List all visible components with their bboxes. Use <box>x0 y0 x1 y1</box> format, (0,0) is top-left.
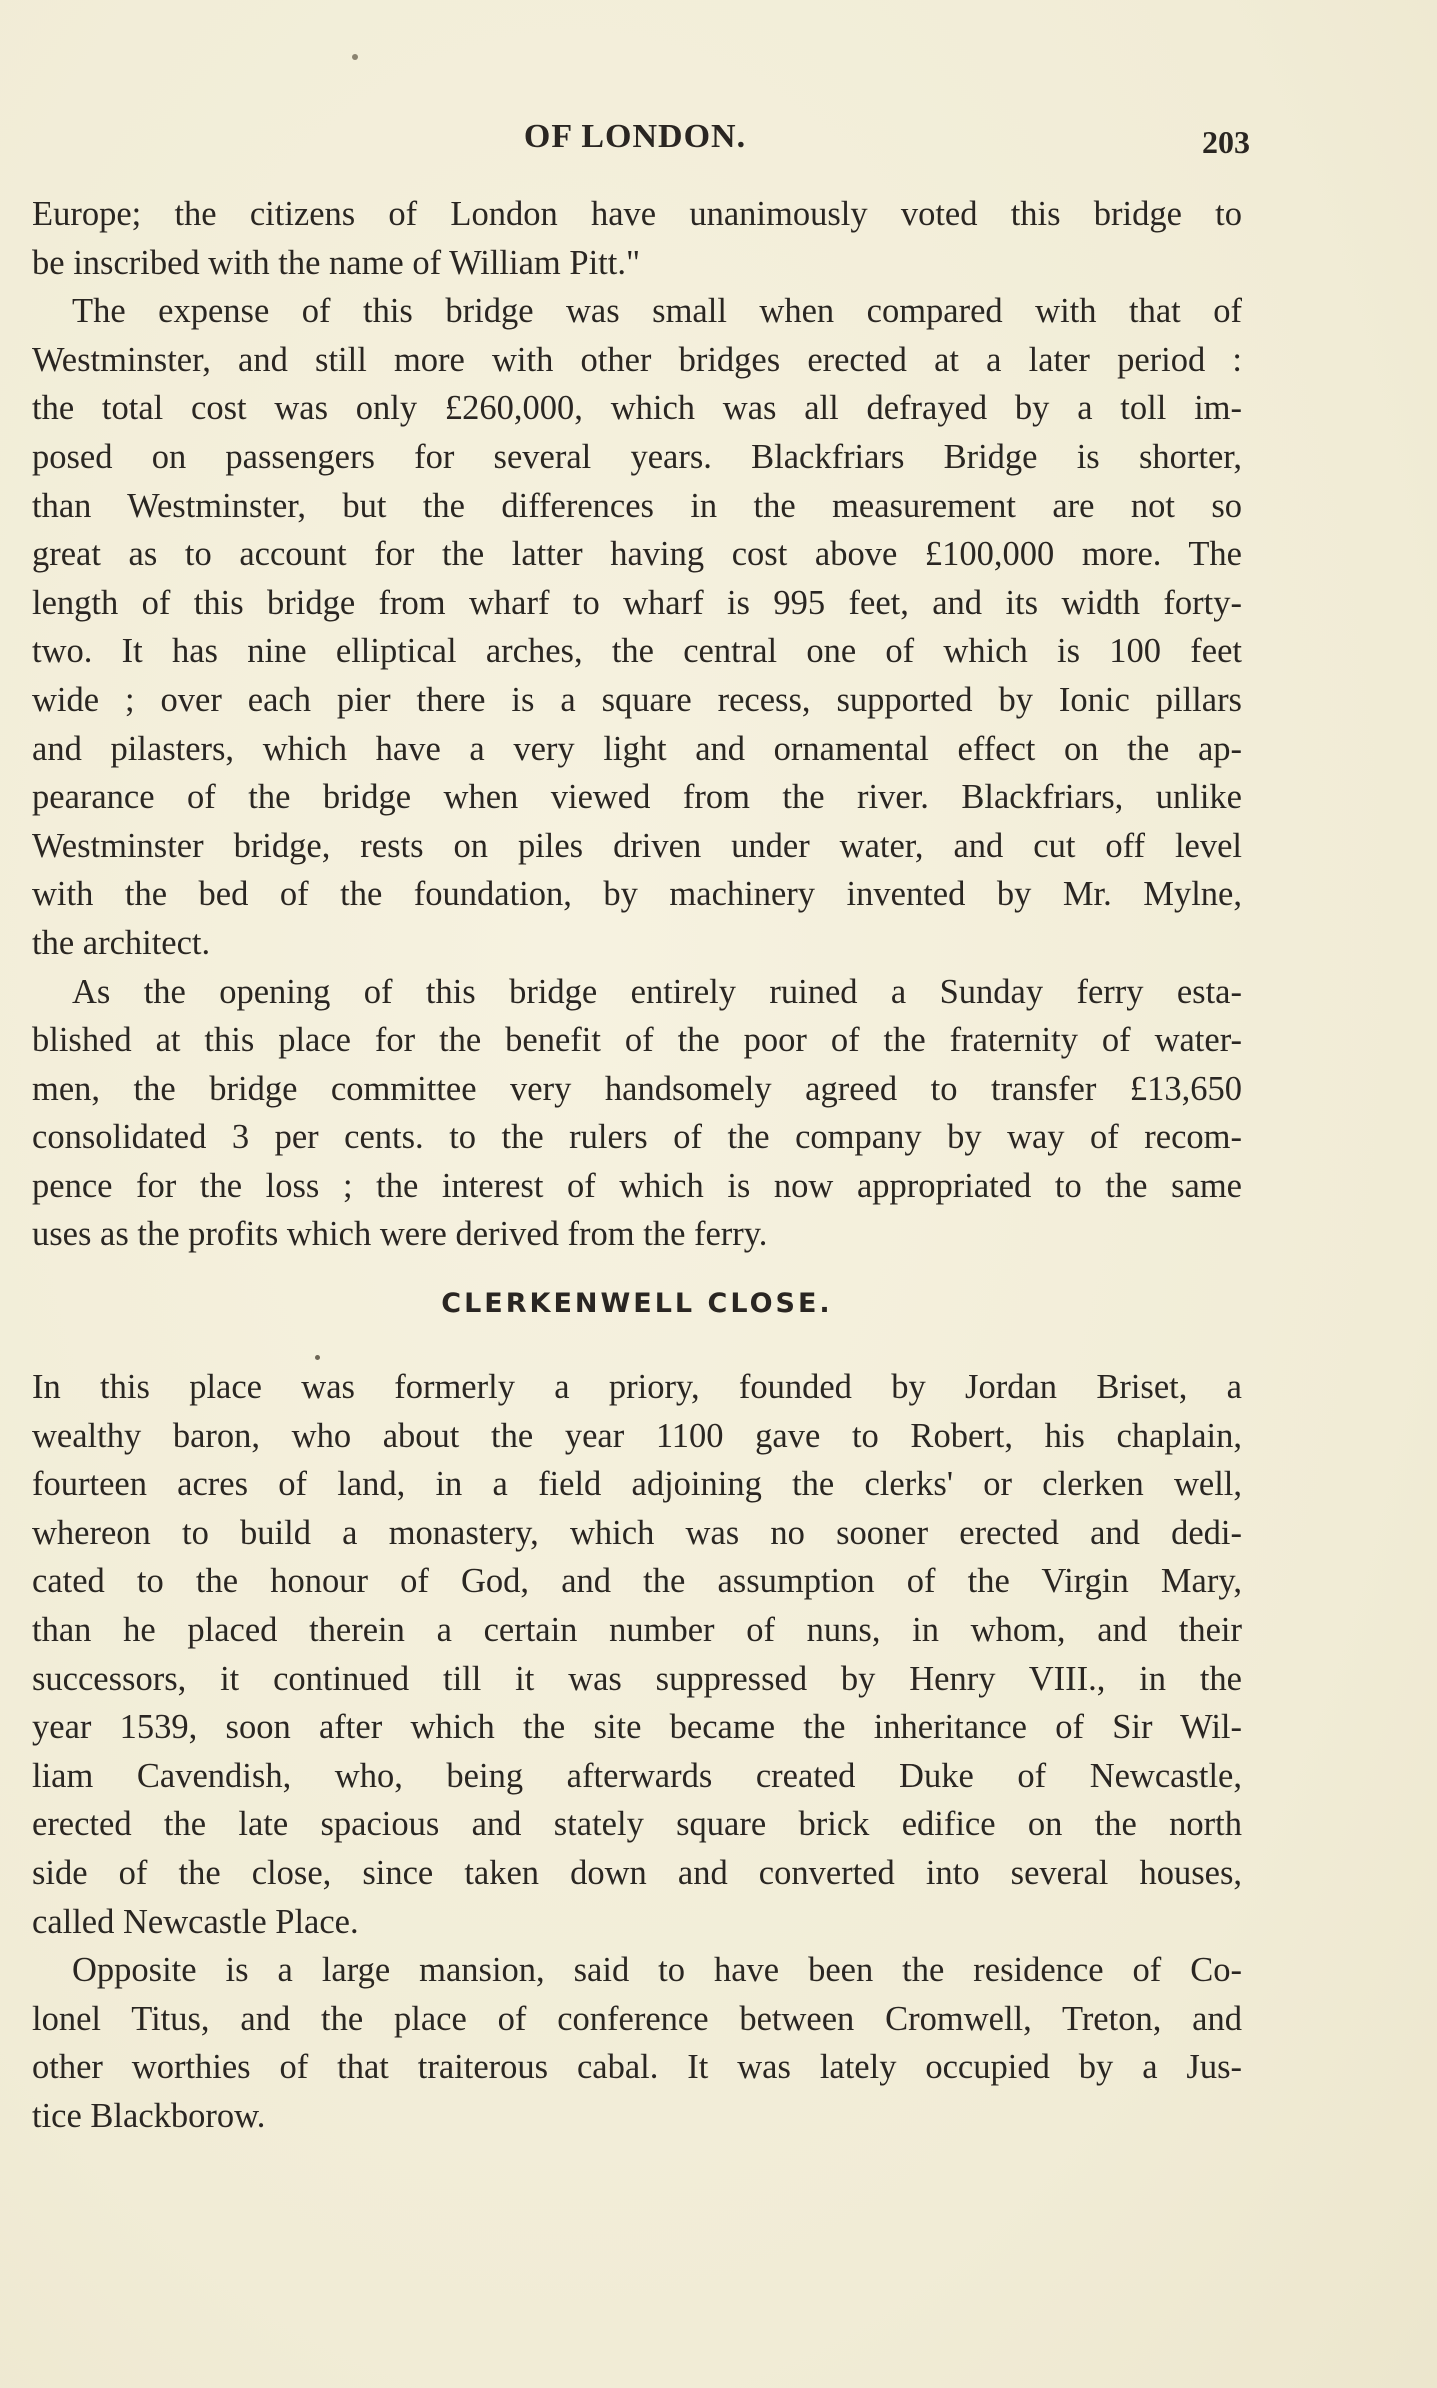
ink-speck <box>315 1355 320 1360</box>
text-line: the total cost was only £260,000, which was all defrayed by a toll im- <box>32 389 1242 428</box>
text-line: great as to account for the latter having cost above £100,000 more. The <box>32 535 1242 574</box>
text-line: than he placed therein a certain number of nuns, in whom, and their <box>32 1611 1242 1650</box>
text-line: erected the late spacious and stately square brick edifice on the north <box>32 1805 1242 1844</box>
text-line: uses as the profits which were derived from the ferry. <box>32 1215 768 1254</box>
section-heading: CLERKENWELL CLOSE. <box>441 1288 833 1320</box>
text-line: blished at this place for the benefit of the poor of the fraternity of water- <box>32 1021 1242 1060</box>
text-line: Europe; the citizens of London have unanimously voted this bridge to <box>32 195 1242 233</box>
text-line: Westminster bridge, rests on piles driven under water, and cut off level <box>32 826 1242 865</box>
text-line: pence for the loss ; the interest of which is now appropriated to the same <box>32 1166 1242 1205</box>
ink-speck <box>352 54 358 60</box>
text-line: pearance of the bridge when viewed from the river. Blackfriars, unlike <box>32 778 1242 817</box>
paragraph <box>32 190 1242 287</box>
text-line: than Westminster, but the differences in the measurement are not so <box>32 486 1242 525</box>
text-line: length of this bridge from wharf to wharf is 995 feet, and its width forty- <box>32 583 1242 622</box>
text-line: The expense of this bridge was small when compared with that of <box>72 292 1242 331</box>
text-line: be inscribed with the name of William Pitt." <box>32 243 641 282</box>
body-text <box>32 190 1242 2141</box>
text-line: and pilasters, which have a very light and ornamental effect on the ap- <box>32 729 1242 768</box>
text-line: two. It has nine elliptical arches, the central one of which is 100 feet <box>32 632 1242 671</box>
text-line: men, the bridge committee very handsomely agreed to transfer £13,650 <box>32 1069 1242 1108</box>
text-line: wide ; over each pier there is a square recess, supported by Ionic pillars <box>32 680 1242 719</box>
text-line: other worthies of that traiterous cabal. It was lately occupied by a Jus- <box>32 2048 1242 2087</box>
text-line: posed on passengers for several years. Blackfriars Bridge is shorter, <box>32 437 1242 476</box>
paragraph <box>32 1363 1242 1946</box>
text-line: wealthy baron, who about the year 1100 gave to Robert, his chaplain, <box>32 1416 1242 1455</box>
text-line: liam Cavendish, who, being afterwards created Duke of Newcastle, <box>32 1756 1242 1795</box>
text-line: with the bed of the foundation, by machinery invented by Mr. Mylne, <box>32 875 1242 914</box>
text-line: successors, it continued till it was suppressed by Henry VIII., in the <box>32 1659 1242 1698</box>
paragraph-group <box>32 190 1242 1259</box>
text-line: the architect. <box>32 923 211 962</box>
section-paragraph-group <box>32 1363 1242 2141</box>
page-number: 203 <box>1202 124 1250 160</box>
text-line: Westminster, and still more with other bridges erected at a later period : <box>32 340 1242 379</box>
text-line: side of the close, since taken down and converted into several houses, <box>32 1854 1242 1892</box>
running-head-title: OF LONDON. <box>523 118 747 155</box>
running-head <box>30 118 1250 168</box>
paragraph <box>32 1946 1242 2140</box>
text-line: tice Blackborow. <box>32 2096 266 2135</box>
paragraph <box>32 287 1242 967</box>
paragraph <box>32 968 1242 1260</box>
text-line: As the opening of this bridge entirely ruined a Sunday ferry esta- <box>72 972 1242 1011</box>
text-line: called Newcastle Place. <box>32 1902 359 1941</box>
text-line: In this place was formerly a priory, founded by Jordan Briset, a <box>32 1368 1242 1407</box>
text-line: consolidated 3 per cents. to the rulers of the company by way of recom- <box>32 1118 1242 1157</box>
text-line: fourteen acres of land, in a field adjoining the clerks' or clerken well, <box>32 1465 1242 1504</box>
text-line: cated to the honour of God, and the assumption of the Virgin Mary, <box>32 1562 1242 1601</box>
text-line: year 1539, soon after which the site became the inheritance of Sir Wil- <box>32 1708 1242 1747</box>
text-line: whereon to build a monastery, which was no sooner erected and dedi- <box>32 1513 1242 1552</box>
text-line: lonel Titus, and the place of conference between Cromwell, Treton, and <box>32 1999 1242 2038</box>
text-line: Opposite is a large mansion, said to have been the residence of Co- <box>72 1951 1242 1990</box>
